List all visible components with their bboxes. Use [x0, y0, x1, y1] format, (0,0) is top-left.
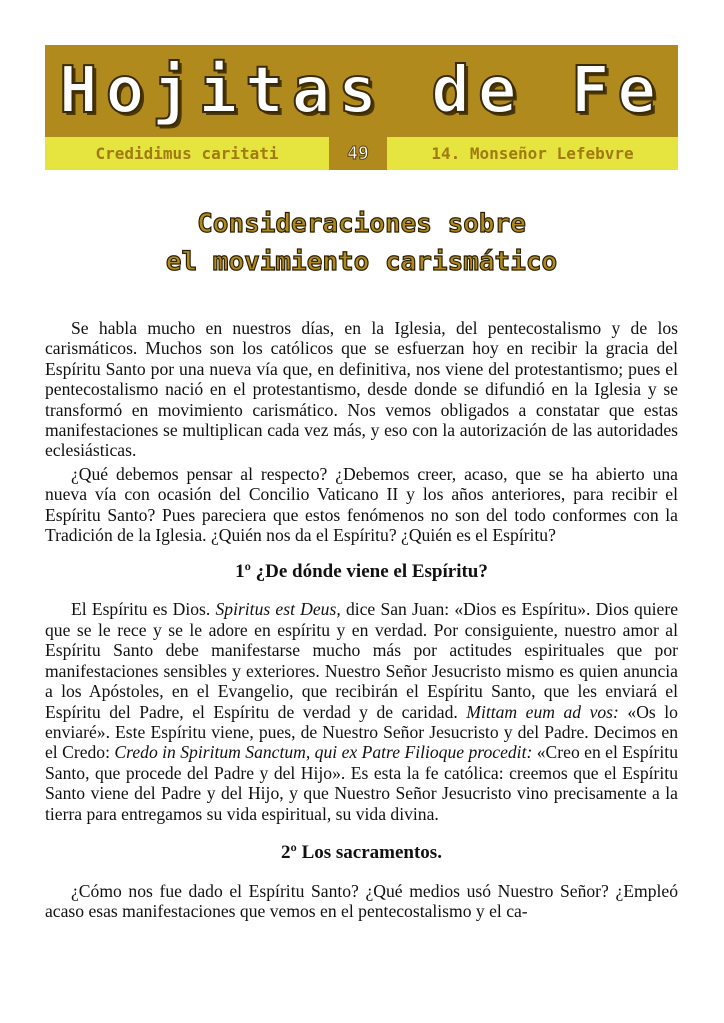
article-body — [45, 318, 678, 922]
paragraph-intro: Se habla mucho en nuestros días, en la Iglesia, del pentecostalismo y de los carismáticos. Muchos son los católicos que se esfuerzan hoy en recibir la gracia del Espíritu Santo por una nueva vía que, en definitiva, nos viene del protestantismo; pues el pentecostalismo nació en el protestantismo, desde donde se difundió en la Iglesia y se transformó en movimiento carismático. Nos vemos obligados a constatar que estas manifestaciones se multiplican cada vez más, y eso con la autorización de las autoridades eclesiásticas. — [45, 318, 678, 461]
article-title — [45, 205, 678, 281]
paragraph-questions: ¿Qué debemos pensar al respecto? ¿Debemos creer, acaso, que se ha abierto una nueva vía con ocasión del Concilio Vaticano II y los años anteriores, para recibir el Espíritu Santo? Pues pareciera que estos fenómenos no son del todo conformes con la Tradición de la Iglesia. ¿Quién nos da el Espíritu? ¿Quién es el Espíritu? — [45, 463, 678, 546]
latin-quote: Mittam eum ad vos: — [466, 701, 619, 722]
paragraph-section-1 — [45, 599, 678, 823]
paragraph-section-2: ¿Cómo nos fue dado el Espíritu Santo? ¿Qué medios usó Nuestro Señor? ¿Empleó acaso esas manifestaciones que vemos en el pentecostalismo y el ca- — [45, 880, 678, 922]
article-title-line2: el movimiento carismático — [165, 247, 558, 277]
masthead — [45, 45, 678, 170]
series-label: 14. Monseñor Lefebvre — [387, 137, 678, 170]
text-run: dice San Juan: «Dios es Espíritu». Dios quiere que se le rece y se le adore en espíritu y en verdad. Por consiguiente, nuestro amor al Espíritu Santo debe manifestarse mucho más por actitudes espirituales que por manifestaciones sensibles y exteriores. Nuestro Señor Jesucristo mismo es quien anuncia a los Apóstoles, en el Evangelio, que recibirán el Espíritu Santo, que les enviará el Espíritu del Padre, el Espíritu de verdad y de caridad. — [45, 599, 679, 722]
masthead-info-bar — [45, 137, 678, 170]
latin-quote: Spiritus est Deus, — [215, 599, 341, 620]
section-heading-1: 1º ¿De dónde viene el Espíritu? — [235, 561, 488, 583]
issue-number: 49 — [333, 137, 383, 170]
text-run: «Creo en el Espíritu Santo, que procede del Padre y del Hijo». Es esta la fe católica: creemos que el Espíritu Santo viene del Padre y del Hijo, y que Nuestro Señor Jesucristo vino precisamente a la tierra para entregamos su vida espiritual, su vida divina. — [45, 742, 678, 824]
section-heading-2: 2º Los sacramentos. — [281, 841, 442, 863]
text-run: «Os lo enviaré». Este Espíritu viene, pues, de Nuestro Señor Jesucristo y del Padre. Decimos en el Credo: — [45, 701, 678, 763]
publication-title: Hojitas de Fe — [59, 54, 664, 128]
article-title-line1: Consideraciones sobre — [197, 209, 526, 239]
latin-quote: Credo in Spiritum Sanctum, qui ex Patre Filioque procedit: — [114, 742, 533, 763]
text-run: El Espíritu es Dios. — [71, 599, 216, 620]
motto: Credidimus caritati — [45, 137, 329, 170]
